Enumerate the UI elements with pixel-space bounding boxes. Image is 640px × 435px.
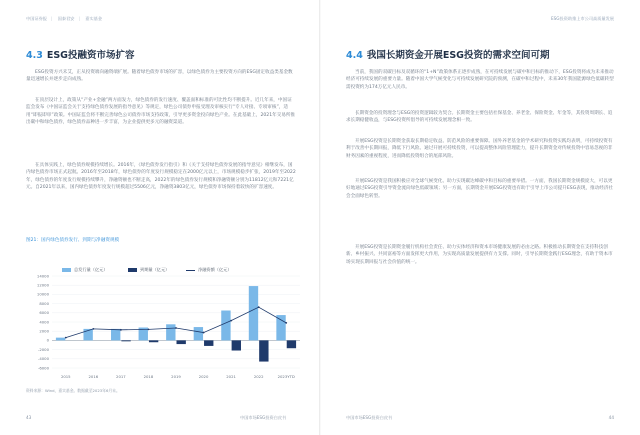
x-tick-label: 2015 (60, 374, 71, 379)
chart-title: 图21：国内绿色债券发行、到期与净融资规模 (26, 238, 120, 243)
bar-maturity (177, 340, 186, 344)
x-tick-label: 2016 (88, 374, 99, 379)
header-org: 中国证券报 (26, 16, 47, 21)
net-financing-point (285, 322, 287, 324)
y-tick-label: 0 (46, 337, 49, 343)
net-financing-point (120, 329, 122, 331)
y-tick-label: -2000 (37, 346, 49, 352)
net-financing-point (92, 328, 94, 330)
bar-issuance (111, 329, 120, 341)
paragraph: 开展ESG投资是长期资金获取长期稳定收益、防范风险的重要保障。国外养老基金的学术研究和投资实践均表明，可持续投资有利于改善中长期回报，降低下行风险。通过开展可持续投资，可以提高整体风险管理能力，提升长期资金对传统投资中容易忽视的非财务因素的重视程度，进而降低投资组合的尾部风险。 (346, 139, 613, 159)
net-financing-point (258, 306, 260, 308)
bar-issuance (194, 327, 203, 340)
x-tick-label: 2020 (198, 374, 209, 379)
header-left: 中国证券报 | 国泰君安 | 嘉实基金 (26, 16, 103, 21)
header-right: ESG投资助推上市公司高质量发展 (551, 16, 614, 21)
header-org: 嘉实基金 (85, 16, 103, 21)
bar-issuance (249, 286, 258, 340)
paragraph: 在具体实践上，绿色债券规模持续增长。2016年，《绿色债券发行指引》和《关于支持绿色债券发展的指导意见》相继发布，国内绿色债券市场正式起航。2016年至2018年，绿色债券的年度发行规模稳定在2000亿元以上，市场规模稳步扩张，2019年至2022年，绿色债券的年度发行规模持续攀升，净融资额也不断走高，2022年的绿色债券发行规模和净融资额分别为11812亿元和7221亿元。自2021年以来，国内绿色债券年度发行规模超过5506亿元，净融资3803亿元，绿色债券市场保持着较快的扩容速度。 (26, 163, 296, 191)
bar-issuance (56, 338, 65, 341)
green-bond-chart (26, 272, 306, 382)
net-financing-point (203, 332, 205, 334)
paragraph: 在顶层设计上，政策从“产业+金融”两方面发力，绿色债券的发行速度、覆盖面和标准的可比性均不断提升。近几年来，中国证监会发布《中国证监会关于支持绿色债券发展的指导意见》等规定，绿色公司债券申报受理及审核实行“专人对接、专项审核”，适用“即报即审”政策。中国证监会将不断完善绿色公司债券市场支持政策，引导更多资金投向绿色产业。在此基础上，2021年交易所推出碳中和绿色债券，绿色债券品种进一步丰富，为企业提供更多元的融资渠道。 (26, 98, 296, 126)
legend-label: 净融资额（亿元） (198, 267, 232, 272)
footer-title: 中国市场ESG投资白皮书 (346, 415, 393, 420)
bar-maturity (204, 340, 213, 346)
y-tick-label: 6000 (39, 310, 49, 316)
bar-issuance (166, 324, 175, 340)
net-financing-point (148, 328, 150, 330)
paragraph: 开展ESG投资是长期资金履行机构社会责任、助力实体经济和资本市场健康发展的必由之路。积极推动长期资金在支持科技创新、乡村振兴、共同富裕等方面发挥更大作用，为实现高质量发展提供有力支撑。同时，引导长期资金践行ESG理念，有助于资本市场实现长期回报与社会价值的统一。 (346, 245, 613, 265)
y-tick-label: 14000 (36, 273, 49, 279)
bar-issuance (221, 311, 230, 341)
page-number: 43 (26, 415, 32, 420)
net-financing-point (175, 327, 177, 329)
bar-maturity (232, 340, 241, 350)
paragraph: ESG投资方兴未艾，正从投资端向融资端扩展。随着绿色债券市场的扩容，以绿色债券为主要投资方向的ESG固定收益类基金数量迅速增长并逐步走向成熟。 (26, 70, 293, 83)
section-number: 4.3 (26, 50, 43, 61)
footer-title: 中国市场ESG投资白皮书 (240, 415, 287, 420)
section-heading (346, 47, 549, 61)
y-tick-label: 10000 (36, 291, 49, 297)
legend-label: 总发行量（亿元） (74, 267, 108, 272)
page-gutter (319, 0, 321, 435)
bar-issuance (276, 315, 285, 340)
header-org: 国泰君安 (57, 16, 75, 21)
paragraph: 长期资金的投资理念与ESG的投资逻辑较为契合。长期资金主要包括社保基金、养老金、保险资金、年金等，其投资周期长、追求长期稳健收益，与ESG投资所倡导的可持续发展理念相一致。 (346, 111, 613, 124)
paragraph: 开展ESG投资是我国积极应对全球气候变化、助力实现碳达峰碳中和目标的重要举措。一方面，我国长期资金规模庞大，可以更好地通过ESG投资引导资金流向绿色低碳领域；另一方面，长期资金开展ESG投资也有助于引导上市公司提升ESG表现，推动经济社会全面绿色转型。 (346, 179, 614, 199)
bar-maturity (287, 340, 296, 348)
section-number: 4.4 (346, 50, 363, 61)
page-number: 44 (608, 415, 614, 420)
x-tick-label: 2017 (116, 374, 126, 379)
y-tick-label: 12000 (36, 282, 49, 288)
y-tick-label: 2000 (39, 328, 49, 334)
x-tick-label: 2023YTD (277, 374, 295, 379)
y-tick-label: -6000 (37, 365, 49, 371)
paragraph: 当前，我国的双碳目标及双循环的“1+N”政策体系正逐步成熟，在可持续发展与碳中和目标的推动下，ESG投资将成为未来推动经济可持续发展的重要力量。随着中国大学气候变化与可持续发展研究院的预测，在碳中和过程中，未来30年我国能源绿色低碳转型需投资约为174万亿元人民币。 (346, 70, 614, 90)
y-tick-label: 4000 (39, 319, 49, 325)
net-financing-point (65, 337, 67, 339)
section-heading (26, 47, 134, 61)
legend-swatch (186, 270, 195, 271)
bar-maturity (259, 340, 268, 361)
bar-maturity (149, 340, 158, 342)
section-title: ESG投融资市场扩容 (46, 50, 135, 61)
x-tick-label: 2019 (171, 374, 181, 379)
legend-label: 到期量（亿元） (140, 267, 170, 272)
x-tick-label: 2022 (253, 374, 264, 379)
section-title: 我国长期资金开展ESG投资的需求空间可期 (366, 50, 550, 61)
net-financing-point (230, 320, 232, 322)
x-tick-label: 2021 (226, 374, 236, 379)
y-tick-label: 8000 (39, 300, 49, 306)
bar-maturity (121, 340, 130, 341)
chart-source: 资料来源：Wind，嘉实基金。数据截至2023年6月末。 (26, 388, 120, 393)
y-tick-label: -4000 (37, 356, 49, 362)
x-tick-label: 2018 (143, 374, 154, 379)
